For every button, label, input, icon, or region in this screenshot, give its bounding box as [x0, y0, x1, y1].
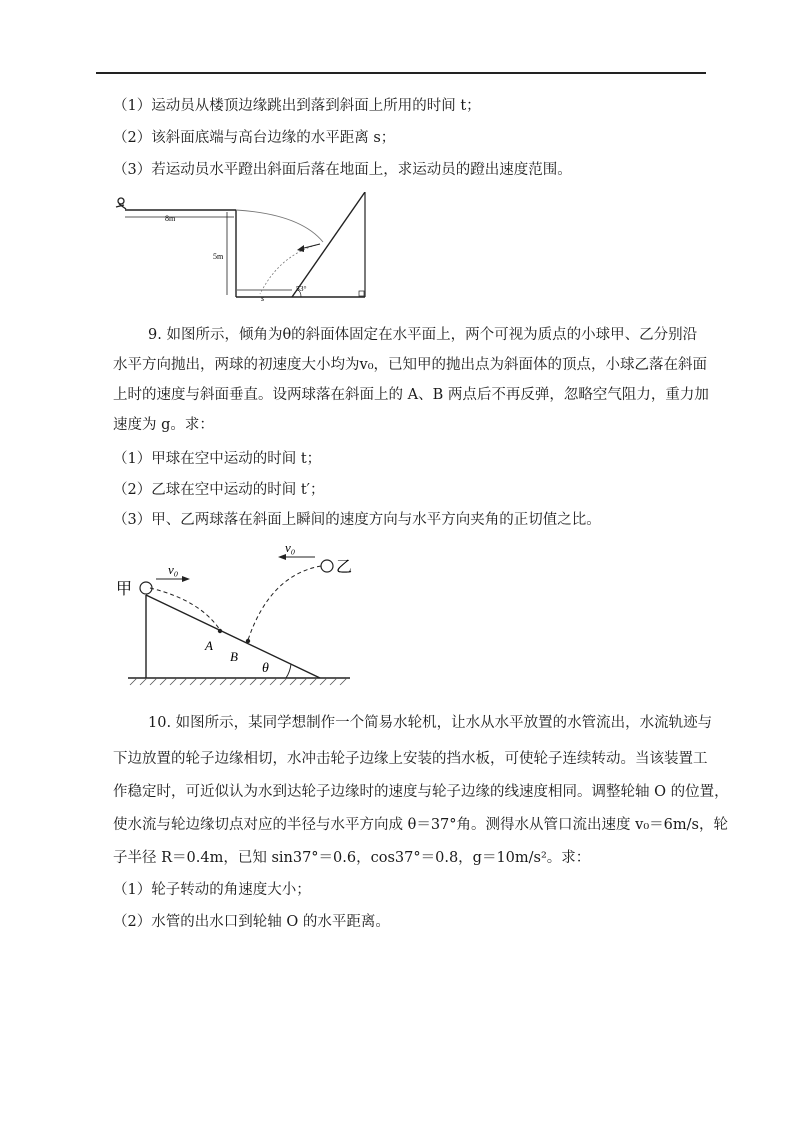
- point-a-dot: [218, 629, 222, 633]
- point-a-label: A: [205, 638, 213, 653]
- point-b-label: B: [230, 649, 238, 664]
- q10-stem-line5: 子半径 R＝0.4m，已知 sin37°＝0.6，cos37°＝0.8，g＝10m/s²。求：: [113, 850, 591, 866]
- q9-stem-line1: 9. 如图所示，倾角为θ的斜面体固定在水平面上，两个可视为质点的小球甲、乙分别沿: [148, 327, 698, 343]
- q10-stem-line2: 下边放置的轮子边缘相切，水冲击轮子边缘上安装的挡水板，可使轮子连续转动。当该装置工: [113, 751, 708, 767]
- ground-hatch: [130, 678, 347, 685]
- q9-sub1: （1）甲球在空中运动的时间 t；: [113, 451, 322, 467]
- push-arrow-head: [297, 245, 304, 252]
- header-rule: [96, 72, 706, 74]
- q9-stem-line4: 速度为 g。求：: [113, 417, 214, 433]
- q10-stem-line3: 作稳定时，可近似认为水到达轮子边缘时的速度与轮子边缘的线速度相同。调整轮轴 O 的位置，: [113, 784, 729, 800]
- q9-sub3: （3）甲、乙两球落在斜面上瞬间的速度方向与水平方向夹角的正切值之比。: [113, 512, 601, 528]
- theta-arc: [286, 664, 291, 678]
- runner-icon: [116, 198, 126, 209]
- q10-stem-line4: 使水流与轮边缘切点对应的半径与水平方向成 θ＝37°角。测得水从管口流出速度 v₀＝6m/s，轮: [113, 817, 728, 833]
- dim-8m-label: 8m: [165, 214, 176, 223]
- point-b-dot: [246, 639, 250, 643]
- q9-figure: [110, 530, 370, 690]
- yi-trajectory: [248, 566, 321, 640]
- dim-s-label: s: [261, 294, 265, 303]
- ball-yi: [321, 560, 333, 572]
- q9-stem-line3: 上时的速度与斜面垂直。设两球落在斜面上的 A、B 两点后不再反弹，忽略空气阻力，重力加: [113, 387, 709, 403]
- q8-sub2: （2）该斜面底端与高台边缘的水平距离 s；: [113, 130, 396, 146]
- ball-jia-label: 甲: [116, 581, 133, 598]
- q9-sub2: （2）乙球在空中运动的时间 t′；: [113, 482, 325, 498]
- slope-line: [292, 192, 365, 297]
- theta-label: θ: [262, 661, 269, 676]
- dim-5m-label: 5m: [213, 252, 224, 261]
- q8-figure: [110, 192, 380, 307]
- yi-velocity-label: v₀: [285, 540, 296, 555]
- q10-stem-line1: 10. 如图所示，某同学想制作一个简易水轮机，让水从水平放置的水管流出，水流轨迹与: [148, 715, 713, 731]
- jia-velocity-label: v₀: [168, 562, 179, 577]
- q9-stem-line2: 水平方向抛出，两球的初速度大小均为v₀，已知甲的抛出点为斜面体的顶点，小球乙落在斜面: [113, 357, 708, 373]
- q8-sub1: （1）运动员从楼顶边缘跳出到落到斜面上所用的时间 t；: [113, 98, 481, 114]
- ball-yi-label: 乙: [336, 559, 353, 576]
- trajectory-to-slope: [236, 210, 323, 242]
- q8-sub3: （3）若运动员水平蹬出斜面后落在地面上，求运动员的蹬出速度范围。: [113, 162, 572, 178]
- q10-sub2: （2）水管的出水口到轮轴 O 的水平距离。: [113, 914, 390, 930]
- angle-label: 53°: [296, 284, 307, 293]
- q10-sub1: （1）轮子转动的角速度大小；: [113, 882, 311, 898]
- right-angle-mark: [359, 291, 364, 296]
- incline-slope: [146, 595, 320, 678]
- jia-velocity-arrow-head: [182, 576, 190, 582]
- jia-trajectory: [150, 588, 220, 630]
